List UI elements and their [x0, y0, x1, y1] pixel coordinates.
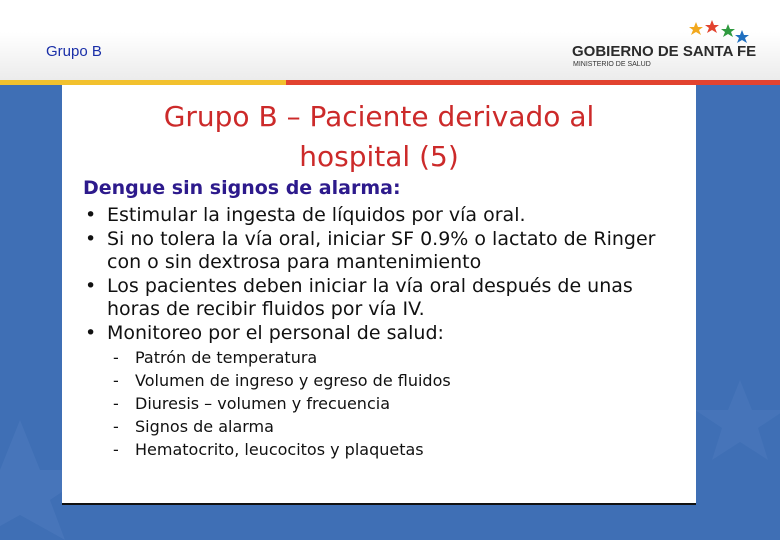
- bullet-list: [83, 204, 683, 461]
- bullet-item: • Estimular la ingesta de líquidos por vía oral.: [83, 204, 683, 227]
- sub-bullet-list: [83, 346, 683, 461]
- header-title: Grupo B: [46, 43, 102, 60]
- bullet-item: • Los pacientes deben iniciar la vía oral después de unas horas de recibir fluidos por vía IV.: [83, 275, 683, 321]
- bullet-item: • Monitoreo por el personal de salud:: [83, 322, 683, 345]
- slide-title: [62, 97, 696, 177]
- sub-bullet-item: - Diuresis – volumen y frecuencia: [113, 392, 683, 415]
- slide-subheading: Dengue sin signos de alarma:: [83, 177, 401, 199]
- slide-title-line-1: Grupo B – Paciente derivado al: [163, 100, 595, 133]
- sub-bullet-item: - Patrón de temperatura: [113, 346, 683, 369]
- sub-bullet-item: - Hematocrito, leucocitos y plaquetas: [113, 438, 683, 461]
- slide-content: [62, 85, 696, 505]
- gobierno-santa-fe-logo: [572, 18, 772, 74]
- logo-sub-text: MINISTERIO DE SALUD: [573, 61, 651, 68]
- sub-bullet-item: - Volumen de ingreso y egreso de fluidos: [113, 369, 683, 392]
- logo-main-text: GOBIERNO DE SANTA FE: [572, 43, 757, 60]
- slide-title-line-2: hospital (5): [299, 140, 459, 173]
- bullet-item: • Si no tolera la vía oral, iniciar SF 0.9% o lactato de Ringer con o sin dextrosa para mantenimiento: [83, 228, 683, 274]
- header-bar: [0, 0, 780, 80]
- sub-bullet-item: - Signos de alarma: [113, 415, 683, 438]
